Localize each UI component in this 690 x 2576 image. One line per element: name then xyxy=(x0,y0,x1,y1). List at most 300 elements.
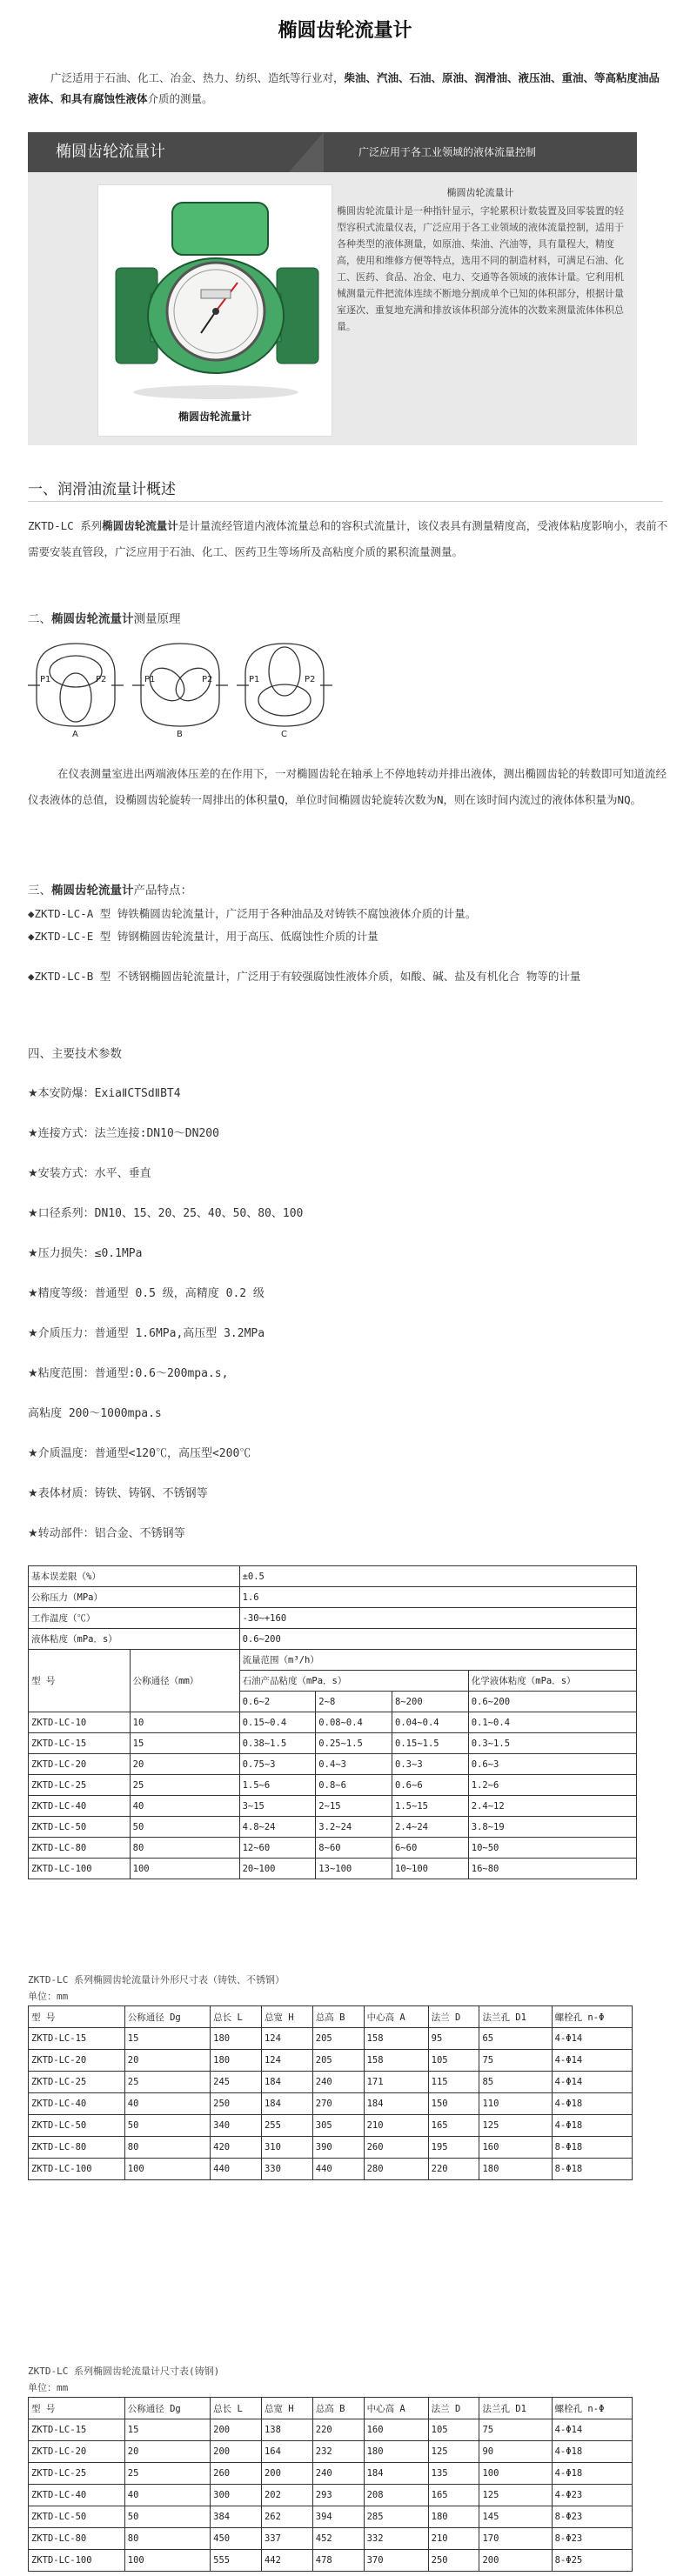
label-c-p1: P1 xyxy=(249,675,260,684)
banner-desc-text: 椭圆齿轮流量计是一种指针显示，字轮累积计数装置及回零装置的轻型容积式流量仪表，广泛应用于各工业领域的液体流量控制，适用于各种类型的液体测量，如原油、柴油、汽油等，具有量程大，精度高，使用和维修方便等特点，选用不同的制造材料，可满足石油、化工、医药、食品、冶金、电力、交通等各领域的液体计量。它利用机械测量元件把流体连续不断地分割成单个已知的体积部分，根据计量室逐次、重复地充满和排放该体积部分流体的次数来测量流体体积总量。 xyxy=(337,205,624,332)
table-cell: 250 xyxy=(211,2093,262,2115)
table-cell: 180 xyxy=(211,2028,262,2050)
section-heading-params: 四、主要技术参数 xyxy=(28,1047,122,1061)
table-cell: 245 xyxy=(211,2072,262,2093)
table-cell: 8-Φ25 xyxy=(552,2550,632,2572)
table-cell: 370 xyxy=(364,2550,428,2572)
intro-suffix: 介质的测量。 xyxy=(147,92,213,105)
header-range: 流量范围（m³/h） xyxy=(239,1650,636,1671)
table-row xyxy=(29,1754,637,1775)
table-cell: 478 xyxy=(312,2550,364,2572)
spec-item xyxy=(28,1364,228,1380)
column-header: 中心高 A xyxy=(364,2006,428,2028)
p1-bold: 椭圆齿轮流量计 xyxy=(102,519,178,532)
table3-unit: 单位：mm xyxy=(28,2382,69,2393)
table-cell: ZKTD-LC-80 xyxy=(29,2528,125,2550)
header-sub: 8~200 xyxy=(392,1692,469,1712)
table-cell: 202 xyxy=(261,2485,312,2506)
table-cell: 40 xyxy=(124,2093,210,2115)
table-cell: 160 xyxy=(479,2137,552,2159)
table-cell: ZKTD-LC-15 xyxy=(29,1733,131,1754)
spec-key: ★表体材质： xyxy=(28,1487,95,1500)
table-row xyxy=(29,2528,633,2550)
table-cell: 180 xyxy=(428,2506,479,2528)
spec-item xyxy=(28,1084,181,1100)
table-row xyxy=(29,2485,633,2506)
spec-item xyxy=(28,1524,185,1540)
table-cell: ZKTD-LC-15 xyxy=(29,2419,125,2441)
table-cell: 180 xyxy=(479,2159,552,2180)
table-cell: 180 xyxy=(211,2050,262,2072)
dimension-table-iron xyxy=(28,2005,633,2180)
table-cell: 124 xyxy=(261,2028,312,2050)
table-cell: 100 xyxy=(124,2159,210,2180)
table-cell: ZKTD-LC-40 xyxy=(29,1796,131,1817)
table-cell: 12~60 xyxy=(239,1838,316,1859)
table-cell: 50 xyxy=(124,2506,210,2528)
table-cell: ZKTD-LC-100 xyxy=(29,2550,125,2572)
table-cell: 180 xyxy=(364,2441,428,2463)
table-cell: 0.8~6 xyxy=(316,1775,392,1796)
spec-key: ★介质压力： xyxy=(28,1327,95,1340)
table-cell: 15 xyxy=(130,1733,239,1754)
section-heading-features xyxy=(28,880,192,898)
table-row xyxy=(29,1629,637,1650)
column-header: 总高 B xyxy=(312,2006,364,2028)
table-row xyxy=(29,2159,633,2180)
table-cell: 255 xyxy=(261,2115,312,2137)
table-row xyxy=(29,2072,633,2093)
spec-item xyxy=(28,1404,162,1420)
header-sub: 2~8 xyxy=(316,1692,392,1712)
table-cell: 0.08~0.4 xyxy=(316,1712,392,1733)
section-heading-overview: 一、润滑油流量计概述 xyxy=(28,481,176,498)
table-cell: 25 xyxy=(130,1775,239,1796)
table-cell: 125 xyxy=(428,2441,479,2463)
table-cell: 90 xyxy=(479,2441,552,2463)
label-b-p1: P1 xyxy=(144,675,156,684)
table-cell: 2~15 xyxy=(316,1796,392,1817)
table-cell: 10 xyxy=(130,1712,239,1733)
table-cell: 20 xyxy=(124,2441,210,2463)
table-cell: 270 xyxy=(312,2093,364,2115)
table-cell: 16~80 xyxy=(468,1859,636,1879)
label-a-p2: P2 xyxy=(96,675,107,684)
table-cell: 210 xyxy=(364,2115,428,2137)
table2-caption: ZKTD-LC 系列椭圆齿轮流量计外形尺寸表（铸铁、不锈钢） xyxy=(28,1974,285,1985)
column-header: 总长 L xyxy=(211,2398,262,2419)
table-cell: ZKTD-LC-80 xyxy=(29,1838,131,1859)
column-header: 公称通径 Dg xyxy=(124,2006,210,2028)
table-cell: 135 xyxy=(428,2463,479,2485)
table-cell: 1.5~6 xyxy=(239,1775,316,1796)
table-row xyxy=(29,1712,637,1733)
table-cell: 20 xyxy=(130,1754,239,1775)
feature-e: ◆ZKTD-LC-E 型 铸钢椭圆齿轮流量计，用于高压、低腐蚀性介质的计量 xyxy=(28,930,378,943)
table-cell: 50 xyxy=(130,1817,239,1838)
product-photo xyxy=(97,184,332,437)
table-cell: 105 xyxy=(428,2050,479,2072)
row-value: -30~+160 xyxy=(239,1608,636,1629)
table-cell: 260 xyxy=(211,2463,262,2485)
intro-prefix: 广泛适用于石油、化工、冶金、热力、纺织、造纸等行业对， xyxy=(50,71,345,84)
table-row xyxy=(29,2028,633,2050)
banner-description xyxy=(337,184,624,335)
spec-key: ★连接方式： xyxy=(28,1127,95,1140)
table-cell: 205 xyxy=(312,2050,364,2072)
table-cell: 6~60 xyxy=(392,1838,469,1859)
table-cell: 210 xyxy=(428,2528,479,2550)
table-cell: 0.4~3 xyxy=(316,1754,392,1775)
spec-item xyxy=(28,1204,303,1220)
table-cell: 160 xyxy=(364,2419,428,2441)
table-cell: 184 xyxy=(364,2463,428,2485)
table-cell: 262 xyxy=(261,2506,312,2528)
h3-num: 三、 xyxy=(28,884,51,898)
spec-value: 普通型<120℃，高压型<200℃ xyxy=(94,1447,251,1460)
table-row xyxy=(29,1650,637,1671)
table-cell: 0.04~0.4 xyxy=(392,1712,469,1733)
table-cell: 220 xyxy=(312,2419,364,2441)
table-cell: 195 xyxy=(428,2137,479,2159)
table-cell: ZKTD-LC-50 xyxy=(29,1817,131,1838)
table-cell: 75 xyxy=(479,2419,552,2441)
label-b: B xyxy=(177,730,183,737)
row-label: 液体粘度（mPa．s） xyxy=(29,1629,240,1650)
diagram-b xyxy=(132,644,228,726)
table-cell: 285 xyxy=(364,2506,428,2528)
table-cell: 4-Φ14 xyxy=(552,2419,632,2441)
table-row xyxy=(29,2137,633,2159)
table-row xyxy=(29,2550,633,2572)
spec-item xyxy=(28,1124,219,1140)
table-cell: 65 xyxy=(479,2028,552,2050)
table-cell: 0.15~1.5 xyxy=(392,1733,469,1754)
table-cell: 330 xyxy=(261,2159,312,2180)
table-cell: 205 xyxy=(312,2028,364,2050)
table-cell: 8-Φ18 xyxy=(552,2159,632,2180)
table-cell: 100 xyxy=(130,1859,239,1879)
table-cell: 232 xyxy=(312,2441,364,2463)
table-cell: 0.1~0.4 xyxy=(468,1712,636,1733)
table-cell: 260 xyxy=(364,2137,428,2159)
banner-divider xyxy=(289,132,324,172)
table-cell: 4-Φ18 xyxy=(552,2115,632,2137)
table-cell: 440 xyxy=(312,2159,364,2180)
table-cell: 124 xyxy=(261,2050,312,2072)
table-cell: 0.6~3 xyxy=(468,1754,636,1775)
table-cell: 150 xyxy=(428,2093,479,2115)
spec-item xyxy=(28,1484,208,1500)
spec-key: ★精度等级： xyxy=(28,1287,95,1300)
spec-key: ★转动部件： xyxy=(28,1527,95,1540)
banner-title: 椭圆齿轮流量计 xyxy=(56,143,165,161)
table-row xyxy=(29,1608,637,1629)
row-value: 0.6~200 xyxy=(239,1629,636,1650)
table-cell: 1.2~6 xyxy=(468,1775,636,1796)
table-cell: 200 xyxy=(211,2419,262,2441)
dimension-table-steel xyxy=(28,2397,633,2572)
table-cell: 80 xyxy=(124,2528,210,2550)
banner-subtitle: 广泛应用于各工业领域的液体流量控制 xyxy=(358,146,537,158)
table-cell: 1.5~15 xyxy=(392,1796,469,1817)
table-cell: 158 xyxy=(364,2050,428,2072)
label-b-p2: P2 xyxy=(202,675,213,684)
spec-key: ★粘度范围： xyxy=(28,1367,95,1380)
table-cell: 15 xyxy=(124,2028,210,2050)
column-header: 法兰孔 D1 xyxy=(479,2006,552,2028)
spec-value: ≤0.1MPa xyxy=(94,1247,143,1260)
table-cell: 3~15 xyxy=(239,1796,316,1817)
spec-key: ★压力损失： xyxy=(28,1247,95,1260)
table-cell: 165 xyxy=(428,2485,479,2506)
column-header: 总高 B xyxy=(312,2398,364,2419)
table-cell: ZKTD-LC-25 xyxy=(29,2463,125,2485)
table-cell: ZKTD-LC-40 xyxy=(29,2093,125,2115)
table-cell: ZKTD-LC-20 xyxy=(29,2050,125,2072)
spec-key: ★介质温度： xyxy=(28,1447,95,1460)
product-banner xyxy=(28,132,637,445)
spec-item xyxy=(28,1324,265,1340)
table-cell: 4-Φ18 xyxy=(552,2093,632,2115)
row-label: 基本误差限（%） xyxy=(29,1566,240,1587)
table-cell: 170 xyxy=(479,2528,552,2550)
spec-key: ★安装方式： xyxy=(28,1167,95,1180)
table-cell: 4-Φ18 xyxy=(552,2441,632,2463)
principle-paragraph: 在仪表测量室进出两端液体压差的在作用下，一对椭圆齿轮在轴承上不停地转动并排出液体，测出椭圆齿轮的转数即可知道流经仪表液体的总值，设椭圆齿轮旋转一周排出的体积量Q，单位时间椭圆齿轮旋转次数为N，则在该时间内流过的液体体积量为NQ。 xyxy=(28,767,667,806)
table-cell: 15 xyxy=(124,2419,210,2441)
table-cell: ZKTD-LC-20 xyxy=(29,2441,125,2463)
table-cell: 8-Φ23 xyxy=(552,2506,632,2528)
table-cell: 100 xyxy=(479,2463,552,2485)
table-cell: 110 xyxy=(479,2093,552,2115)
spec-value: 铝合金、不锈钢等 xyxy=(94,1527,185,1540)
header-model: 型 号 xyxy=(29,1650,131,1712)
feature-b: ◆ZKTD-LC-B 型 不锈钢椭圆齿轮流量计，广泛用于有较强腐蚀性液体介质，如酸、碱、盐及有机化合 物等的计量 xyxy=(28,970,581,983)
table-cell: 3.8~19 xyxy=(468,1817,636,1838)
table-cell: 452 xyxy=(312,2528,364,2550)
diagram-a xyxy=(28,644,124,726)
section-heading-principle xyxy=(28,609,181,626)
row-value: ±0.5 xyxy=(239,1566,636,1587)
table-cell: 4.8~24 xyxy=(239,1817,316,1838)
column-header: 法兰 D xyxy=(428,2006,479,2028)
table-cell: 200 xyxy=(479,2550,552,2572)
divider xyxy=(28,501,663,502)
table-cell: 4-Φ23 xyxy=(552,2485,632,2506)
table-cell: ZKTD-LC-20 xyxy=(29,1754,131,1775)
table-cell: 125 xyxy=(479,2115,552,2137)
banner-desc-title: 椭圆齿轮流量计 xyxy=(446,187,514,198)
table-cell: 394 xyxy=(312,2506,364,2528)
spec-value: 铸铁、铸钢、不锈钢等 xyxy=(94,1487,208,1500)
spec-value: 普通型 1.6MPa,高压型 3.2MPa xyxy=(94,1327,265,1340)
column-header: 螺栓孔 n-Φ xyxy=(552,2398,632,2419)
h2-num: 二、 xyxy=(28,612,51,626)
table-row xyxy=(29,1817,637,1838)
table-row xyxy=(29,1733,637,1754)
table-row xyxy=(29,2463,633,2485)
h3-text: 产品特点： xyxy=(133,884,192,898)
table-row xyxy=(29,2398,633,2419)
header-sub: 0.6~2 xyxy=(239,1692,316,1712)
column-header: 法兰孔 D1 xyxy=(479,2398,552,2419)
table-cell: 50 xyxy=(124,2115,210,2137)
intro-paragraph xyxy=(28,68,663,110)
table-cell: 4-Φ14 xyxy=(552,2072,632,2093)
table-cell: ZKTD-LC-100 xyxy=(29,2159,125,2180)
table-row xyxy=(29,1859,637,1879)
table-cell: 555 xyxy=(211,2550,262,2572)
photo-caption: 椭圆齿轮流量计 xyxy=(178,410,251,423)
table-cell: 138 xyxy=(261,2419,312,2441)
table-row xyxy=(29,1775,637,1796)
table-cell: ZKTD-LC-10 xyxy=(29,1712,131,1733)
flow-range-table xyxy=(28,1565,637,1879)
flowmeter-image xyxy=(98,185,333,411)
intro-bold: 柴油、汽油、石油、原油、润滑油、液压油、重油、等高粘度油品液体、和具有腐蚀性液体 xyxy=(28,71,660,105)
table-cell: 250 xyxy=(428,2550,479,2572)
table-cell: 440 xyxy=(211,2159,262,2180)
table-cell: 165 xyxy=(428,2115,479,2137)
table-cell: 208 xyxy=(364,2485,428,2506)
header-sub: 0.6~200 xyxy=(468,1692,636,1712)
header-chem: 化学液体粘度（mPa．s） xyxy=(468,1671,636,1692)
table-cell: 184 xyxy=(261,2093,312,2115)
table-cell: 100 xyxy=(124,2550,210,2572)
spec-value: 法兰连接:DN10～DN200 xyxy=(94,1127,219,1140)
table-cell: 332 xyxy=(364,2528,428,2550)
spec-key: ★本安防爆： xyxy=(28,1087,95,1100)
table-cell: 0.38~1.5 xyxy=(239,1733,316,1754)
table-cell: 4-Φ14 xyxy=(552,2050,632,2072)
table-cell: 105 xyxy=(428,2419,479,2441)
feature-a: ◆ZKTD-LC-A 型 铸铁椭圆齿轮流量计，广泛用于各种油品及对铸铁不腐蚀液体介质的计量。 xyxy=(28,907,477,920)
table-row xyxy=(29,1566,637,1587)
table-cell: 450 xyxy=(211,2528,262,2550)
row-label: 公称压力（MPa） xyxy=(29,1587,240,1608)
header-oil: 石油产品粘度（mPa．s） xyxy=(239,1671,468,1692)
table-cell: 390 xyxy=(312,2137,364,2159)
label-c: C xyxy=(281,730,287,737)
table-cell: 337 xyxy=(261,2528,312,2550)
table-cell: 164 xyxy=(261,2441,312,2463)
table-cell: 40 xyxy=(130,1796,239,1817)
h2-text: 测量原理 xyxy=(133,612,181,626)
spec-value: DN10、15、20、25、40、50、80、100 xyxy=(94,1207,304,1220)
spec-item xyxy=(28,1284,265,1300)
table-row xyxy=(29,2006,633,2028)
table-cell: 0.15~0.4 xyxy=(239,1712,316,1733)
table-cell: 115 xyxy=(428,2072,479,2093)
table-cell: 125 xyxy=(479,2485,552,2506)
overview-paragraph xyxy=(28,513,672,565)
spec-value: 高粘度 200～1000mpa.s xyxy=(28,1407,162,1420)
column-header: 螺栓孔 n-Φ xyxy=(552,2006,632,2028)
table-cell: 310 xyxy=(261,2137,312,2159)
table-cell: 184 xyxy=(261,2072,312,2093)
table-cell: 3.2~24 xyxy=(316,1817,392,1838)
spec-item xyxy=(28,1164,151,1180)
header-dn: 公称通径（mm） xyxy=(130,1650,239,1712)
table-cell: 8-Φ18 xyxy=(552,2137,632,2159)
table-cell: ZKTD-LC-100 xyxy=(29,1859,131,1879)
table-cell: ZKTD-LC-25 xyxy=(29,2072,125,2093)
table-cell: 420 xyxy=(211,2137,262,2159)
principle-diagram xyxy=(28,635,341,737)
table-cell: 95 xyxy=(428,2028,479,2050)
table-cell: 171 xyxy=(364,2072,428,2093)
h3-bold: 椭圆齿轮流量计 xyxy=(51,884,134,898)
table-cell: 0.75~3 xyxy=(239,1754,316,1775)
diagram-c xyxy=(237,644,332,726)
table-cell: ZKTD-LC-15 xyxy=(29,2028,125,2050)
table-cell: 8-Φ23 xyxy=(552,2528,632,2550)
table-cell: 305 xyxy=(312,2115,364,2137)
table-cell: 220 xyxy=(428,2159,479,2180)
table-cell: 20 xyxy=(124,2050,210,2072)
table-row xyxy=(29,2419,633,2441)
table-cell: 200 xyxy=(261,2463,312,2485)
table-cell: 13~100 xyxy=(316,1859,392,1879)
table-cell: 293 xyxy=(312,2485,364,2506)
table-row xyxy=(29,2115,633,2137)
table-cell: 442 xyxy=(261,2550,312,2572)
table-row xyxy=(29,1587,637,1608)
table-cell: 300 xyxy=(211,2485,262,2506)
table-cell: 10~50 xyxy=(468,1838,636,1859)
label-c-p2: P2 xyxy=(305,675,316,684)
table-cell: 25 xyxy=(124,2072,210,2093)
p1-text: 是计量流经管道内液体流量总和的容积式流量计，该仪表具有测量精度高，受液体粘度影响小，表前不需要安装直管段，广泛应用于石油、化工、医药卫生等场所及高粘度介质的累积流量测量。 xyxy=(28,519,668,558)
table-cell: 8~60 xyxy=(316,1838,392,1859)
spec-key: ★口径系列： xyxy=(28,1207,95,1220)
table-cell: ZKTD-LC-25 xyxy=(29,1775,131,1796)
table-cell: 2.4~12 xyxy=(468,1796,636,1817)
column-header: 总宽 H xyxy=(261,2006,312,2028)
row-label: 工作温度（℃） xyxy=(29,1608,240,1629)
table-cell: ZKTD-LC-80 xyxy=(29,2137,125,2159)
spec-value: 普通型:0.6～200mpa.s, xyxy=(94,1367,229,1380)
table-cell: 2.4~24 xyxy=(392,1817,469,1838)
table-cell: 280 xyxy=(364,2159,428,2180)
label-a-p1: P1 xyxy=(40,675,51,684)
h2-bold: 椭圆齿轮流量计 xyxy=(51,612,134,626)
table3-caption: ZKTD-LC 系列椭圆齿轮流量计尺寸表(铸钢) xyxy=(28,2366,220,2377)
column-header: 中心高 A xyxy=(364,2398,428,2419)
p1-prefix: ZKTD-LC 系列 xyxy=(28,519,103,532)
table-cell: 0.3~3 xyxy=(392,1754,469,1775)
spec-value: 水平、垂直 xyxy=(94,1167,151,1180)
table-cell: 80 xyxy=(124,2137,210,2159)
table-cell: 145 xyxy=(479,2506,552,2528)
table-cell: ZKTD-LC-50 xyxy=(29,2506,125,2528)
table-cell: ZKTD-LC-40 xyxy=(29,2485,125,2506)
table-cell: 0.3~1.5 xyxy=(468,1733,636,1754)
column-header: 总长 L xyxy=(211,2006,262,2028)
table-row xyxy=(29,2441,633,2463)
table-cell: 25 xyxy=(124,2463,210,2485)
table-cell: 40 xyxy=(124,2485,210,2506)
table-cell: 20~100 xyxy=(239,1859,316,1879)
table-cell: 10~100 xyxy=(392,1859,469,1879)
table-cell: 0.6~6 xyxy=(392,1775,469,1796)
column-header: 公称通径 Dg xyxy=(124,2398,210,2419)
label-a: A xyxy=(72,730,78,737)
table-cell: 384 xyxy=(211,2506,262,2528)
table-cell: 4-Φ18 xyxy=(552,2463,632,2485)
column-header: 总宽 H xyxy=(261,2398,312,2419)
